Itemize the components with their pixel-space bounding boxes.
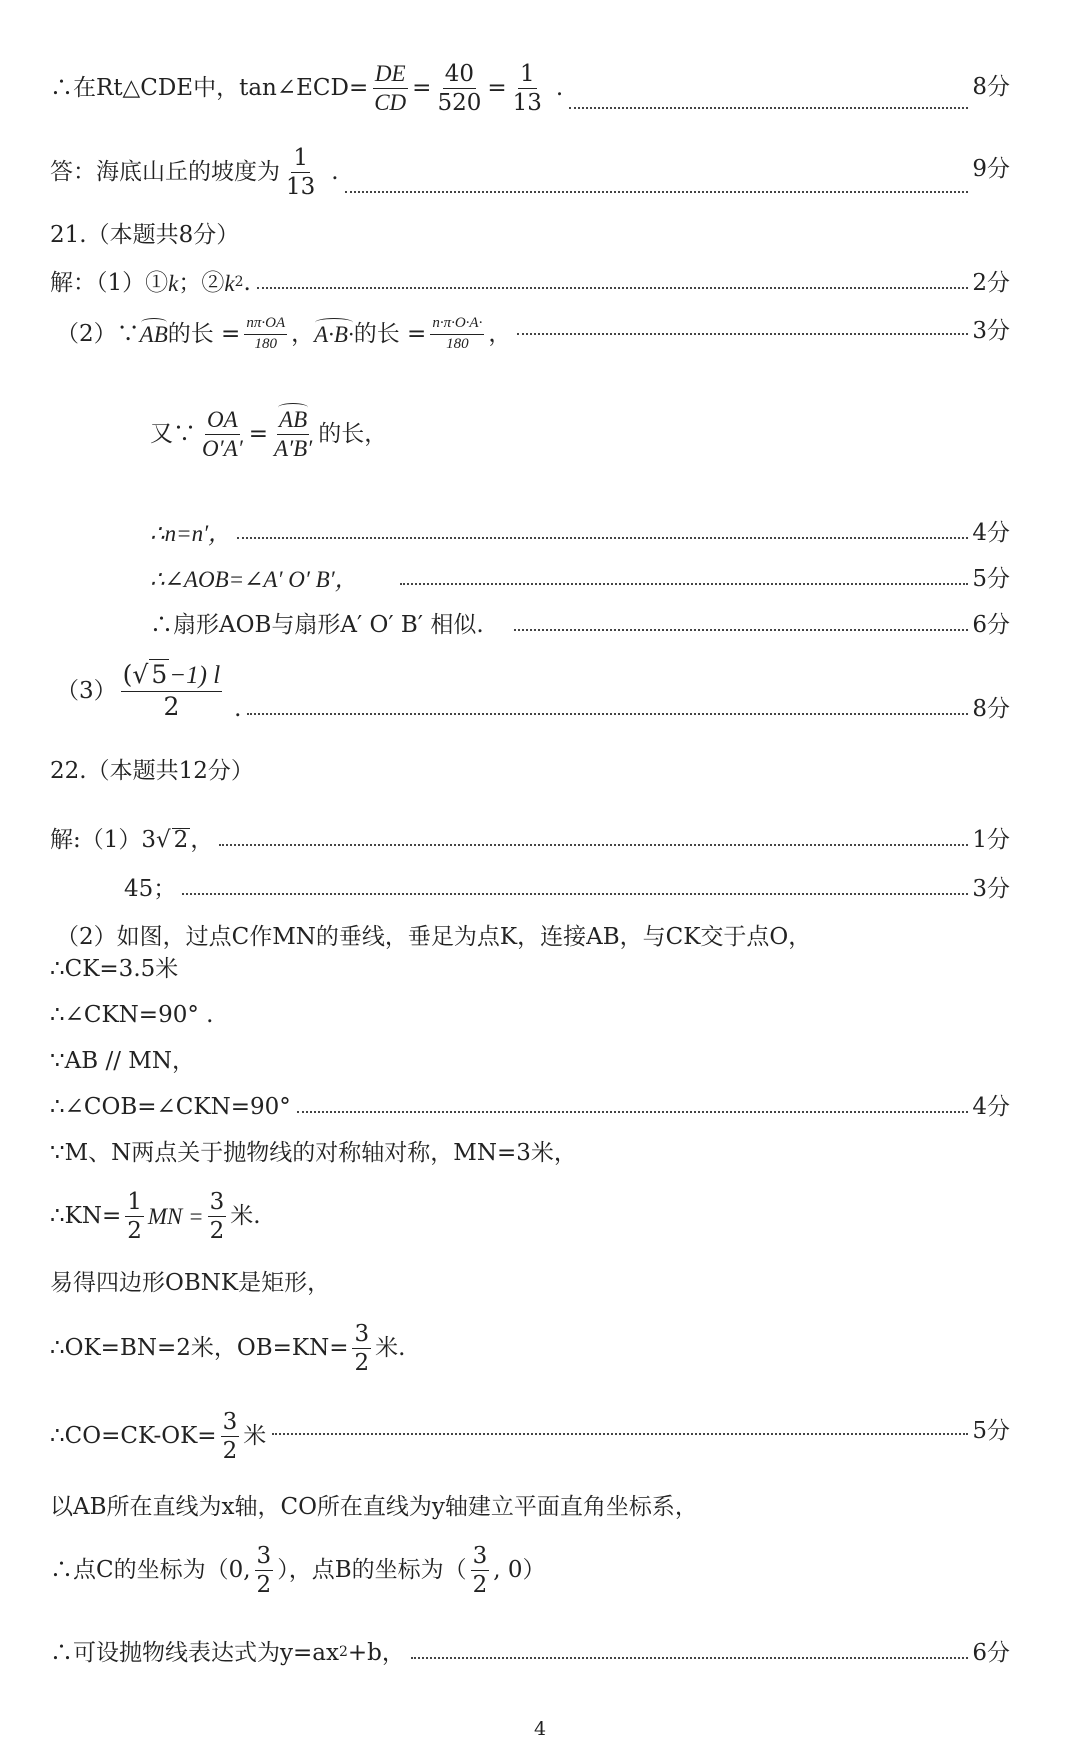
q21-step6: ∴扇形AOB与扇形A′ O′ B′ 相似. 6分 [150, 612, 1010, 638]
score-label: 1分 [972, 827, 1010, 853]
q21-ratio-line: 又∵ $\frac{OA}{O'A'}$ = $\frac{AB}{A'B'}$ 的长， [150, 407, 388, 462]
score-label: 5分 [972, 1418, 1010, 1445]
q22-ok-ob: ∴OK=BN=2米，OB=KN= $\frac{3}{2}$ 米. [50, 1321, 406, 1377]
arc-ab: AB [139, 321, 168, 347]
fraction-3-2: $\frac{3}{2}$ [354, 1321, 370, 1377]
q22-coordinate-system: 以AB所在直线为x轴，CO所在直线为y轴建立平面直角坐标系， [50, 1494, 698, 1520]
leader-dots [411, 1657, 968, 1659]
fraction-arc-ratio: $\frac{AB}{A'B'}$ [274, 407, 313, 462]
score-label: 4分 [972, 1094, 1010, 1120]
score-label: 8分 [972, 74, 1010, 101]
score-label: 6分 [972, 612, 1010, 638]
leader-dots [514, 629, 969, 631]
score-label: 6分 [972, 1640, 1010, 1666]
leader-dots [297, 1111, 969, 1113]
q22-rectangle: 易得四边形OBNK是矩形， [50, 1270, 331, 1296]
q22-kn-length: ∴KN= $\frac{1}{2}$ MN = $\frac{3}{2}$ 米. [50, 1189, 261, 1245]
q22-angle-cob: ∴∠COB=∠CKN=90° 4分 [50, 1094, 1010, 1120]
q22-symmetry: ∵M、N两点关于抛物线的对称轴对称，MN=3米， [50, 1140, 577, 1166]
q21-step4: ∴n=n′， 4分 [150, 520, 1010, 546]
fraction-arc-length: $\frac{n\pi\cdot OA}{180}$ [246, 315, 286, 352]
q21-step5: ∴∠AOB=∠A′ O′ B′， 5分 [150, 566, 1010, 592]
fraction-1-2: $\frac{1}{2}$ [127, 1189, 142, 1245]
q21-part1: 解：（1）① k ；② k $^2$ . 2分 [50, 270, 1010, 296]
fraction-40-520: $\frac{40}{520}$ [437, 61, 482, 117]
fraction-3-2: $\frac{3}{2}$ [222, 1409, 238, 1465]
q22-parabola-expression: ∴可设抛物线表达式为y=ax $^2$ +b， 6分 [50, 1640, 1010, 1666]
fraction-3-2: $\frac{3}{2}$ [256, 1543, 272, 1599]
leader-dots [569, 107, 968, 109]
score-label: 3分 [972, 876, 1010, 902]
fraction-oa-ratio: $\frac{OA}{O'A'}$ [202, 407, 243, 462]
q22-part2-intro: （2）如图，过点C作MN的垂线，垂足为点K，连接AB，与CK交于点O， [56, 924, 812, 950]
score-label: 3分 [972, 317, 1010, 344]
q22-part1b: 45； 3分 [124, 876, 1010, 902]
score-label: 4分 [972, 520, 1010, 546]
question-21-header: 21.（本题共8分） [50, 222, 240, 248]
q22-parallel: ∵AB // MN， [50, 1048, 195, 1074]
fraction-3-2: $\frac{3}{2}$ [472, 1543, 488, 1599]
leader-dots [237, 537, 968, 539]
score-label: 9分 [972, 156, 1010, 183]
leader-dots [400, 583, 969, 585]
tan-expression: ∴在Rt△CDE中，tan∠ECD= $\frac{DE}{CD}$ = $\frac{40}{520}$ = $\frac{1}{13}$ . [50, 61, 564, 117]
answer-text: 答：海底山丘的坡度为 [50, 159, 280, 186]
score-label: 2分 [972, 270, 1010, 296]
fraction-1-13: $\frac{1}{13}$ [512, 61, 542, 117]
fraction-1-13: $\frac{1}{13}$ [286, 145, 316, 201]
q21-part3: （3） $\frac{(√ 5-1) l}{2}$ . 8分 [56, 660, 1010, 722]
q21-part2: （2）∵ AB 的长 = $\frac{n\pi\cdot OA}{180}$ ， A·B· 的长 = $\frac{n\cdot\pi\cdot O\cdot A\cdot}{180}$ ， 3分 [56, 315, 1010, 352]
page-number: 4 [533, 1718, 547, 1740]
fraction-sqrt5-minus-1-l: $\frac{(√ 5-1) l}{2}$ [122, 660, 221, 722]
q22-ck-length: ∴CK=3.5米 [50, 956, 179, 982]
leader-dots [182, 893, 968, 895]
q22-angle-ckn: ∴∠CKN=90° . [50, 1002, 214, 1028]
fraction-de-cd: $\frac{DE}{CD}$ [374, 61, 407, 116]
leader-dots [219, 844, 968, 846]
score-label: 5分 [972, 566, 1010, 592]
solution-line-tan [50, 62, 1010, 115]
answer-line-slope: 答：海底山丘的坡度为 $\frac{1}{13}$ . 9分 [50, 145, 1010, 201]
leader-dots [257, 287, 969, 289]
fraction-3-2: $\frac{3}{2}$ [209, 1189, 225, 1245]
leader-dots [272, 1433, 968, 1435]
arc-a-b-prime: A·B· [314, 321, 354, 347]
leader-dots [247, 713, 968, 715]
q22-co-length: ∴CO=CK-OK= $\frac{3}{2}$ 米 5分 [50, 1409, 1010, 1465]
fraction-arc-length-prime: $\frac{n\cdot\pi\cdot O\cdot A\cdot}{180}$ [432, 315, 483, 352]
tan-lead: ∴在Rt△CDE中，tan∠ECD= [50, 75, 369, 102]
leader-dots [345, 191, 969, 193]
question-22-header: 22.（本题共12分） [50, 758, 254, 784]
q22-part1a: 解:（1）3 √ 2 ， 1分 [50, 826, 1010, 853]
leader-dots [517, 333, 968, 335]
q22-point-coords: ∴点C的坐标为（0, $\frac{3}{2}$ ），点B的坐标为（ $\frac{3}{2}$ , 0） [50, 1543, 546, 1599]
score-label: 8分 [972, 695, 1010, 722]
